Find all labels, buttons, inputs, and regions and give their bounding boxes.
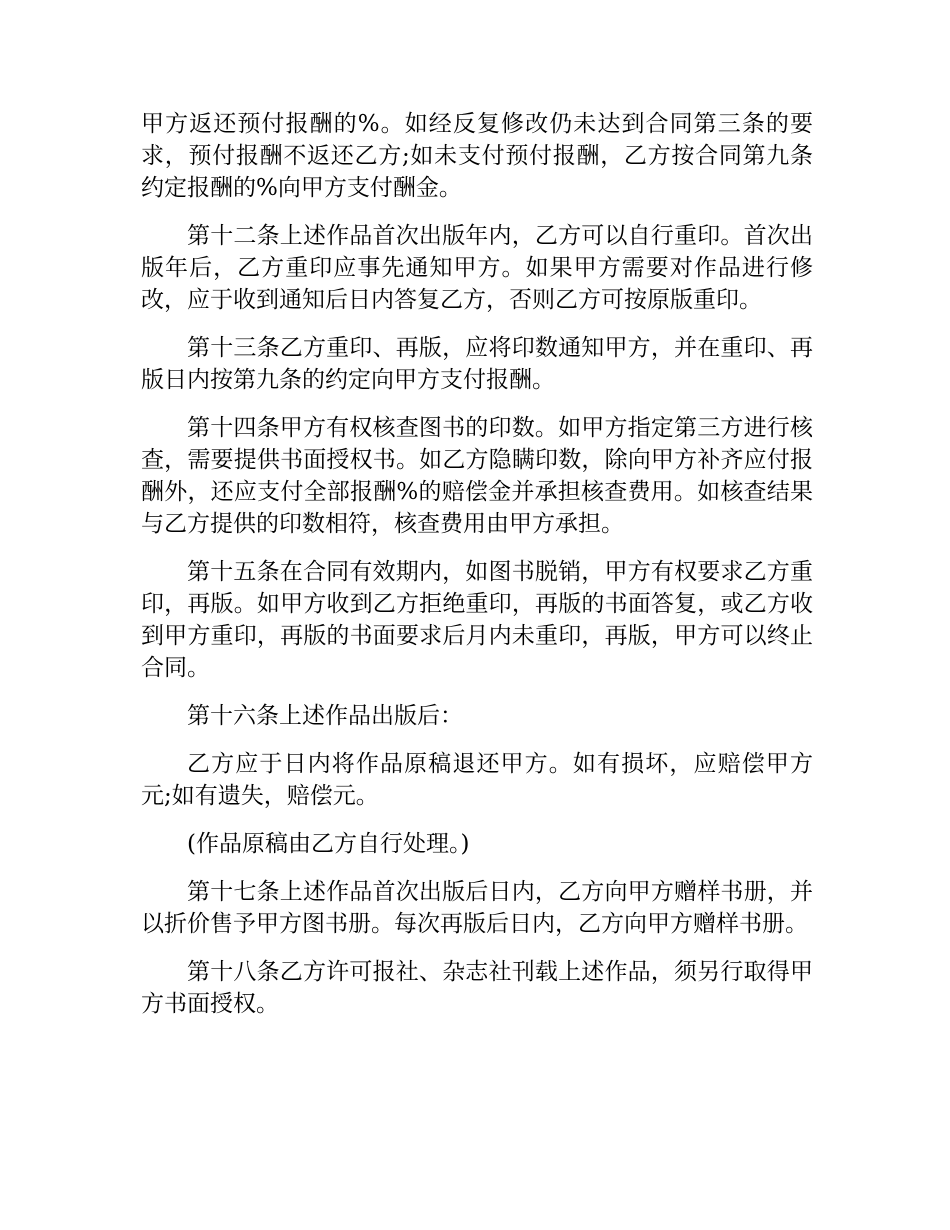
paragraph-article-12: 第十二条上述作品首次出版年内，乙方可以自行重印。首次出版年后，乙方重印应事先通知甲方。如果甲方需要对作品进行修改，应于收到通知后日内答复乙方，否则乙方可按原版重印。 [141,223,813,313]
paragraph-article-16: 第十六条上述作品出版后： [187,703,463,729]
paragraph-article-17: 第十七条上述作品首次出版后日内，乙方向甲方赠样书册，并以折价售予甲方图书册。每次再版后日内，乙方向甲方赠样书册。 [141,879,813,937]
paragraph-continuation: 甲方返还预付报酬的%。如经反复修改仍未达到合同第三条的要求，预付报酬不返还乙方;如未支付预付报酬，乙方按合同第九条约定报酬的%向甲方支付酬金。 [141,111,813,201]
paragraph-article-16-item-self: (作品原稿由乙方自行处理。) [187,831,470,857]
paragraph-article-16-item-return: 乙方应于日内将作品原稿退还甲方。如有损坏，应赔偿甲方元;如有遗失，赔偿元。 [141,751,813,809]
document-page [141,108,813,1036]
paragraph-article-18: 第十八条乙方许可报社、杂志社刊载上述作品，须另行取得甲方书面授权。 [141,959,813,1017]
paragraph-article-13: 第十三条乙方重印、再版，应将印数通知甲方，并在重印、再版日内按第九条的约定向甲方支付报酬。 [141,335,813,393]
paragraph-article-15: 第十五条在合同有效期内，如图书脱销，甲方有权要求乙方重印，再版。如甲方收到乙方拒绝重印，再版的书面答复，或乙方收到甲方重印，再版的书面要求后月内未重印，再版，甲方可以终止合同。 [141,559,813,681]
paragraph-article-14: 第十四条甲方有权核查图书的印数。如甲方指定第三方进行核查，需要提供书面授权书。如乙方隐瞒印数，除向甲方补齐应付报酬外，还应支付全部报酬%的赔偿金并承担核查费用。如核查结果与乙方提供的印数相符，核查费用由甲方承担。 [141,415,813,537]
